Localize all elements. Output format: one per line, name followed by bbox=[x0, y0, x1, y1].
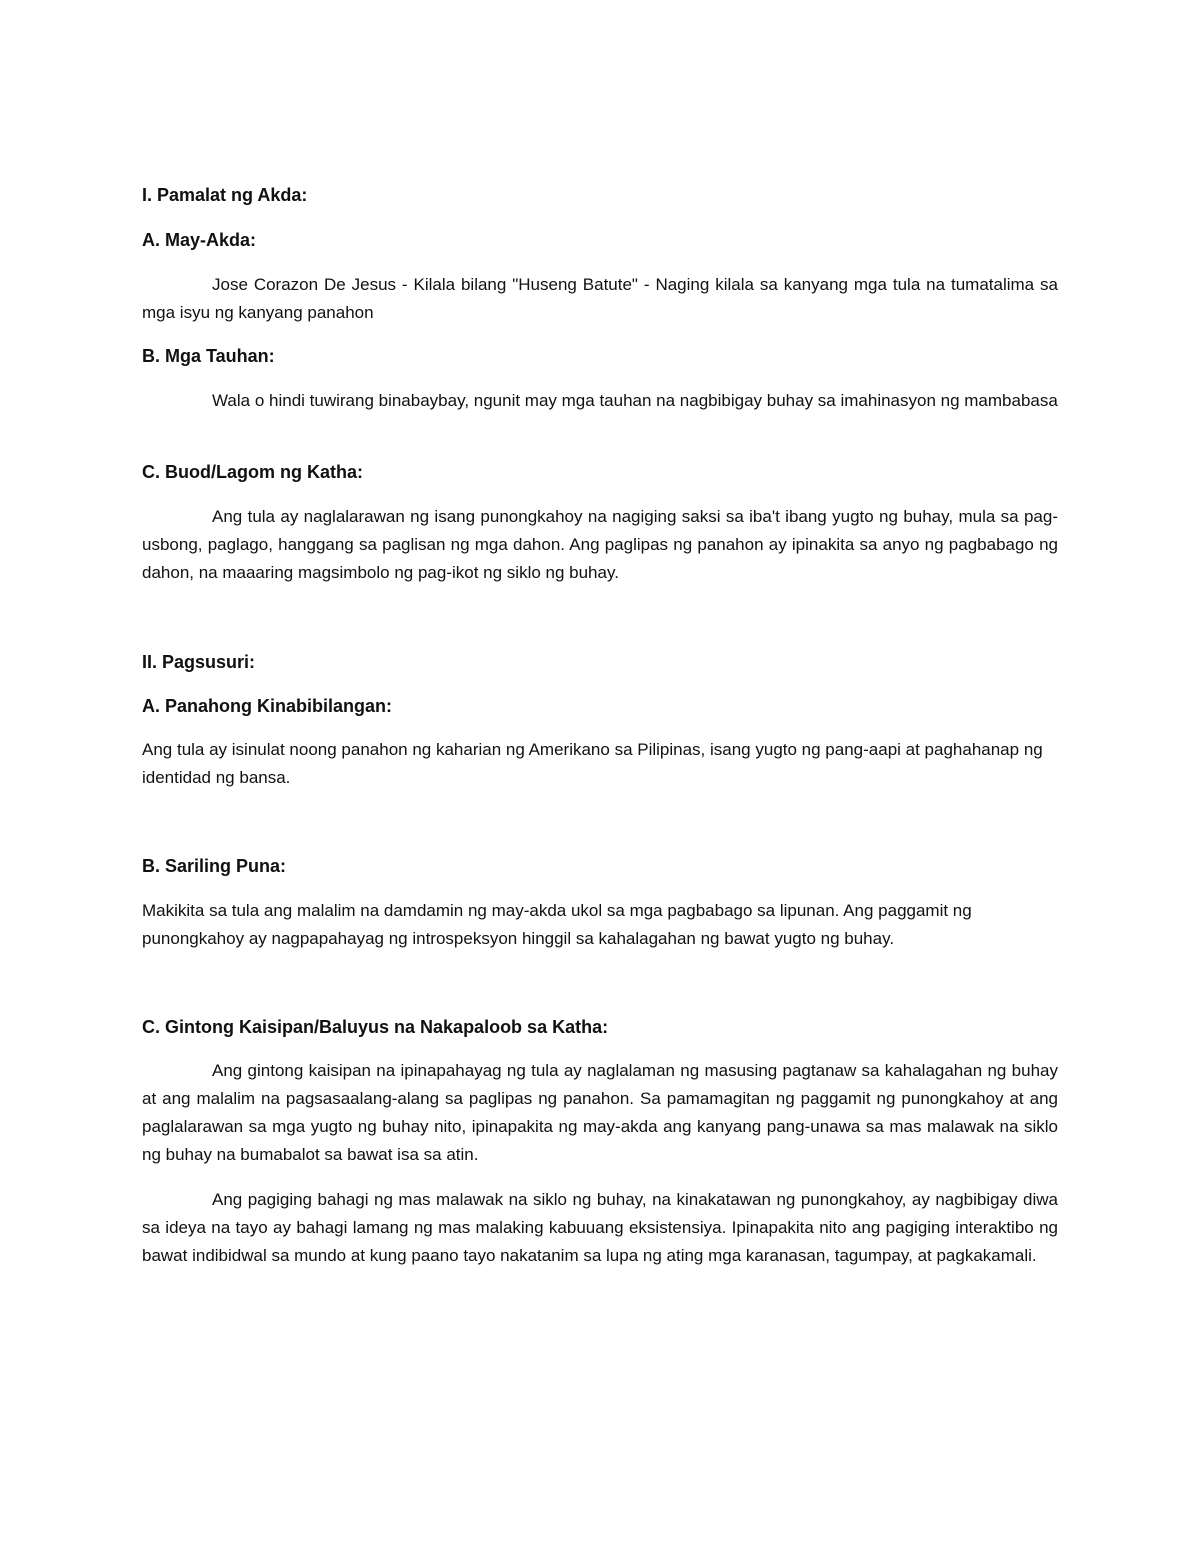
mga-tauhan-heading: B. Mga Tauhan: bbox=[142, 346, 275, 366]
section-2-heading: II. Pagsusuri: bbox=[142, 652, 256, 672]
gintong-kaisipan-text-2: Ang pagiging bahagi ng mas malawak na siklo ng buhay, na kinakatawan ng punongkahoy, ay nagbibigay diwa sa ideya na tayo ay bahagi lamang ng mas malaking kabuuang eksistensiya. Ipinapakita nito ang pagiging interaktibo ng bawat indibidwal sa mundo at kung paano tayo nakatanim sa lupa ng ating mga karanasan, tagumpay, at pagkakamali. bbox=[142, 1190, 1058, 1265]
panahong-kinabibilangan-heading: A. Panahong Kinabibilangan: bbox=[142, 696, 393, 716]
sariling-puna-text: Makikita sa tula ang malalim na damdamin ng may-akda ukol sa mga pagbabago sa lipunan. Ang paggamit ng punongkahoy ay nagpapahayag ng introspeksyon hinggil sa kahalagahan ng bawat yugto ng buhay. bbox=[142, 901, 972, 948]
may-akda-heading: A. May-Akda: bbox=[142, 230, 257, 250]
buod-heading: C. Buod/Lagom ng Katha: bbox=[142, 462, 363, 482]
mga-tauhan-text: Wala o hindi tuwirang binabaybay, ngunit may mga tauhan na nagbibigay buhay sa imahinasyon ng mambabasa bbox=[212, 391, 1058, 410]
may-akda-text: Jose Corazon De Jesus - Kilala bilang "Huseng Batute" - Naging kilala sa kanyang mga tula na tumatalima sa mga isyu ng kanyang panahon bbox=[142, 275, 1058, 322]
section-1-heading: I. Pamalat ng Akda: bbox=[142, 185, 308, 205]
gintong-kaisipan-text-1: Ang gintong kaisipan na ipinapahayag ng tula ay naglalaman ng masusing pagtanaw sa kahalagahan ng buhay at ang malalim na pagsasaalang-alang sa paglipas ng panahon. Sa pamamagitan ng paggamit ng punongkahoy at ang paglalarawan sa mga yugto ng buhay nito, ipinapakita ng may-akda ang kanyang pang-unawa sa mas malawak na siklo ng buhay na bumabalot sa bawat isa sa atin. bbox=[142, 1061, 1058, 1164]
panahong-kinabibilangan-text: Ang tula ay isinulat noong panahon ng kaharian ng Amerikano sa Pilipinas, isang yugto ng pang-aapi at paghahanap ng identidad ng bansa. bbox=[142, 740, 1043, 787]
gintong-kaisipan-heading: C. Gintong Kaisipan/Baluyus na Nakapaloob sa Katha: bbox=[142, 1017, 609, 1037]
sariling-puna-heading: B. Sariling Puna: bbox=[142, 856, 287, 876]
buod-text: Ang tula ay naglalarawan ng isang punongkahoy na nagiging saksi sa iba't ibang yugto ng buhay, mula sa pag-usbong, paglago, hanggang sa paglisan ng mga dahon. Ang paglipas ng panahon ay ipinakita sa anyo ng pagbabago ng dahon, na maaaring magsimbolo ng pag-ikot ng siklo ng buhay. bbox=[142, 507, 1058, 582]
